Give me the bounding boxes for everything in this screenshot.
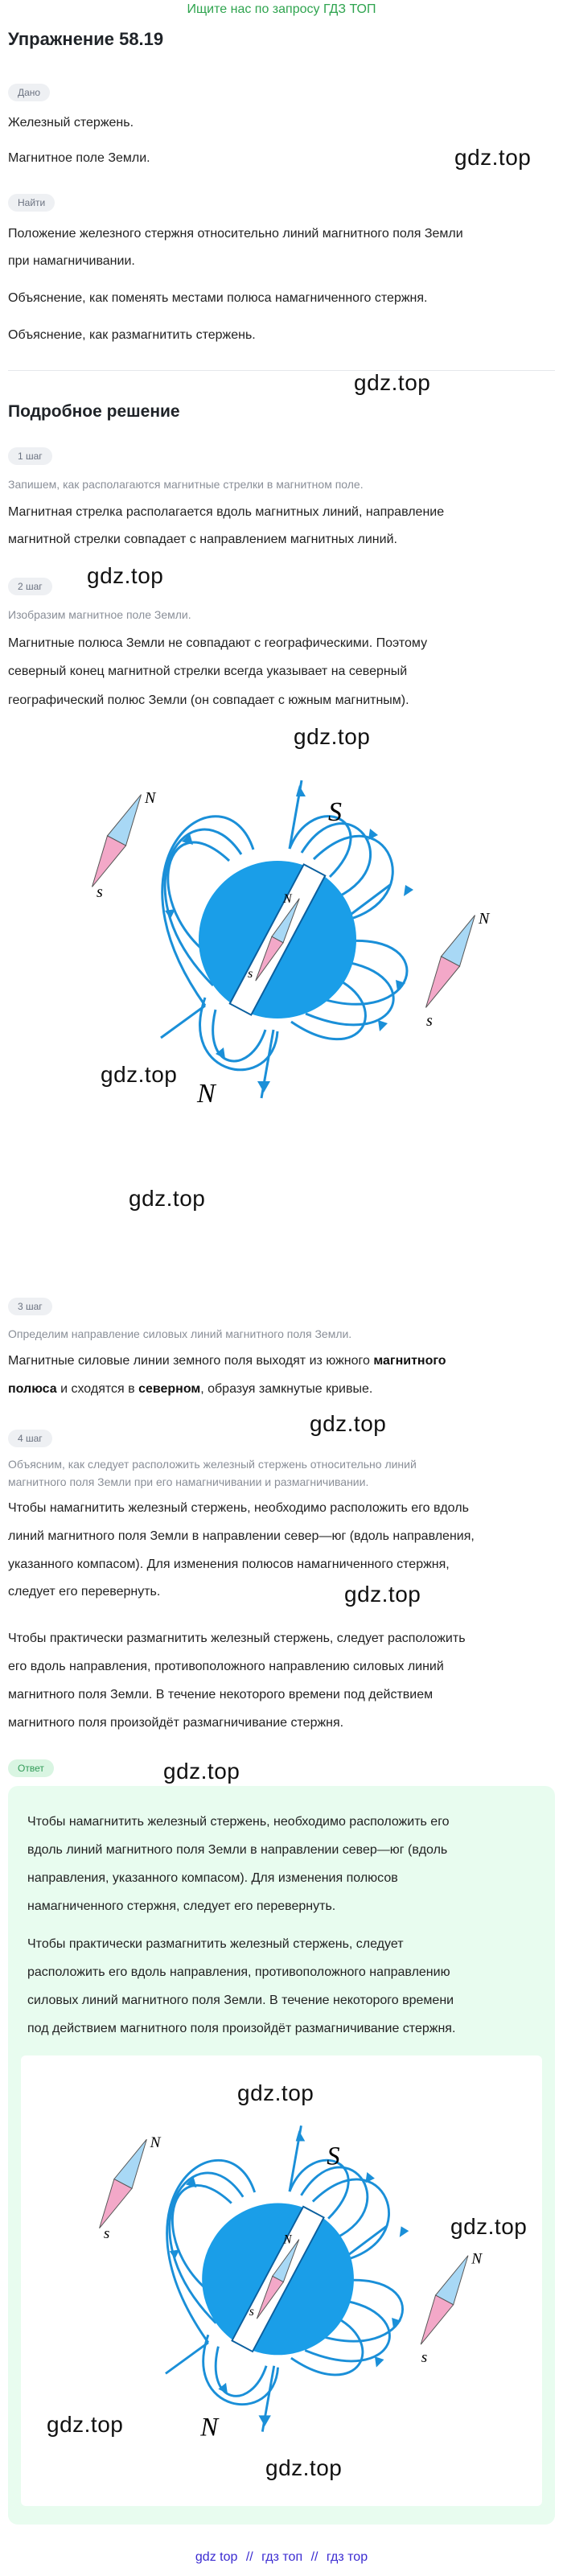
svg-text:s: s — [249, 2305, 254, 2319]
step4-p2-line-2: его вдоль направления, противоположного направлению силовых линий — [8, 1660, 444, 1673]
answer-p2-line-3: силовых линий магнитного поля Земли. В течение некоторого времени — [27, 1994, 454, 2007]
s-pole-label: S — [328, 797, 342, 827]
right-compass-needle — [417, 911, 484, 1013]
step1-caption: Запишем, как располагаются магнитные стрелки в магнитном поле. — [8, 478, 364, 491]
answer-p1-line-2: вдоль линий магнитного поля Земли в направлении север—юг (вдоль — [27, 1843, 448, 1857]
answer-p2-line-2: расположить его вдоль направления, противоположного направлению — [27, 1965, 450, 1979]
left-compass-needle — [83, 790, 150, 892]
svg-text:s: s — [421, 2348, 428, 2366]
watermark: gdz.top — [237, 2080, 314, 2105]
find-line-1: Положение железного стержня относительно линий магнитного поля Земли — [8, 227, 463, 241]
watermark: gdz.top — [101, 1062, 178, 1087]
step2-line-1: Магнитные полюса Земли не совпадают с географическими. Поэтому — [8, 636, 428, 650]
find-line-2: при намагничивании. — [8, 254, 135, 268]
answer-p2-line-4: под действием магнитного поля произойдёт размагничивание стержня. — [27, 2022, 456, 2035]
footer-links — [0, 2550, 563, 2565]
right-s-label: s — [426, 1012, 433, 1030]
watermark: gdz.top — [129, 1186, 206, 1211]
find-line-4: Объяснение, как размагнитить стержень. — [8, 328, 256, 342]
watermark: gdz.top — [354, 370, 431, 395]
inner-s-label: s — [248, 967, 253, 981]
step3-line-1: Магнитные силовые линии земного поля выходят из южного магнитного — [8, 1354, 446, 1368]
given-line-2: Магнитное поле Земли. — [8, 151, 150, 165]
given-chip: Дано — [8, 84, 50, 101]
watermark: gdz.top — [294, 724, 371, 749]
step4-p1-line-2: линий магнитного поля Земли в направлении север—юг (вдоль направления, — [8, 1529, 475, 1543]
footer-separator: // — [245, 2550, 253, 2564]
step4-caption-1: Объясним, как следует расположить железный стержень относительно линий — [8, 1458, 417, 1471]
step2-line-3: географический полюс Земли (он совпадает с южным магнитным). — [8, 693, 409, 707]
step3-caption: Определим направление силовых линий магнитного поля Земли. — [8, 1327, 352, 1340]
svg-text:s: s — [103, 2224, 110, 2242]
step2-chip: 2 шаг — [8, 578, 52, 595]
step4-chip: 4 шаг — [8, 1430, 52, 1447]
watermark: gdz.top — [87, 563, 164, 588]
watermark: gdz.top — [265, 2455, 343, 2480]
step4-p1-line-1: Чтобы намагнитить железный стержень, необходимо расположить его вдоль — [8, 1501, 469, 1515]
find-chip: Найти — [8, 194, 55, 212]
svg-text:N: N — [150, 2134, 161, 2152]
footer-link-2[interactable]: гдз топ — [261, 2550, 303, 2564]
inner-n-label: N — [283, 892, 292, 906]
answer-p2-line-1: Чтобы практически размагнитить железный стержень, следует — [27, 1937, 404, 1951]
step2-caption: Изобразим магнитное поле Земли. — [8, 608, 191, 621]
step4-caption-2: магнитного поля Земли при его намагничивании и размагничивании. — [8, 1475, 369, 1488]
left-s-label: s — [97, 883, 103, 901]
n-pole-label: N — [197, 1079, 216, 1109]
step3-chip: 3 шаг — [8, 1298, 52, 1315]
step1-chip: 1 шаг — [8, 447, 52, 465]
solution-heading: Подробное решение — [8, 402, 180, 421]
footer-link-1[interactable]: gdz top — [195, 2550, 238, 2564]
step3-line-2: полюса и сходятся в северном, образуя замкнутые кривые. — [8, 1382, 373, 1396]
step1-line-1: Магнитная стрелка располагается вдоль магнитных линий, направление — [8, 505, 445, 519]
answer-chip: Ответ — [8, 1759, 54, 1777]
answer-p1-line-1: Чтобы намагнитить железный стержень, необходимо расположить его — [27, 1815, 450, 1829]
step4-p2-line-4: магнитного поля произойдёт размагничивание стержня. — [8, 1716, 344, 1730]
step1-line-2: магнитной стрелки совпадает с направлением магнитных линий. — [8, 533, 397, 546]
given-line-1: Железный стержень. — [8, 116, 134, 130]
right-n-label: N — [479, 910, 490, 928]
find-line-3: Объяснение, как поменять местами полюса намагниченного стержня. — [8, 291, 428, 305]
answer-p1-line-4: намагниченного стержня, следует его перевернуть. — [27, 1899, 336, 1913]
step4-p2-line-3: магнитного поля Земли. В течение некоторого времени под действием — [8, 1688, 434, 1702]
step4-p1-line-3: указанного компасом). Для изменения полюсов намагниченного стержня, — [8, 1558, 450, 1571]
divider — [8, 370, 555, 371]
step4-p1-line-4: следует его перевернуть. — [8, 1585, 161, 1599]
page-title: Упражнение 58.19 — [8, 29, 164, 49]
svg-text:N: N — [200, 2413, 219, 2442]
svg-text:N: N — [471, 2250, 483, 2268]
top-banner[interactable]: Ищите нас по запросу ГДЗ ТОП — [187, 2, 376, 16]
watermark: gdz.top — [454, 145, 532, 170]
earth-magnetic-field-figure — [72, 764, 507, 1110]
step2-line-2: северный конец магнитной стрелки всегда указывает на северный — [8, 665, 408, 678]
footer-separator: // — [310, 2550, 318, 2564]
watermark: gdz.top — [344, 1582, 421, 1607]
step4-p2-line-1: Чтобы практически размагнитить железный стержень, следует расположить — [8, 1632, 466, 1645]
footer-link-3[interactable]: гдз тор — [326, 2550, 368, 2564]
watermark: gdz.top — [163, 1759, 240, 1784]
watermark: gdz.top — [450, 2214, 528, 2239]
svg-text:N: N — [283, 2232, 292, 2247]
earth-magnetic-field-figure-answer — [80, 2108, 499, 2446]
answer-p1-line-3: направления, указанного компасом). Для изменения полюсов — [27, 1871, 398, 1885]
watermark: gdz.top — [310, 1411, 387, 1436]
svg-text:S: S — [327, 2142, 340, 2171]
left-n-label: N — [145, 789, 156, 807]
watermark: gdz.top — [47, 2412, 124, 2437]
